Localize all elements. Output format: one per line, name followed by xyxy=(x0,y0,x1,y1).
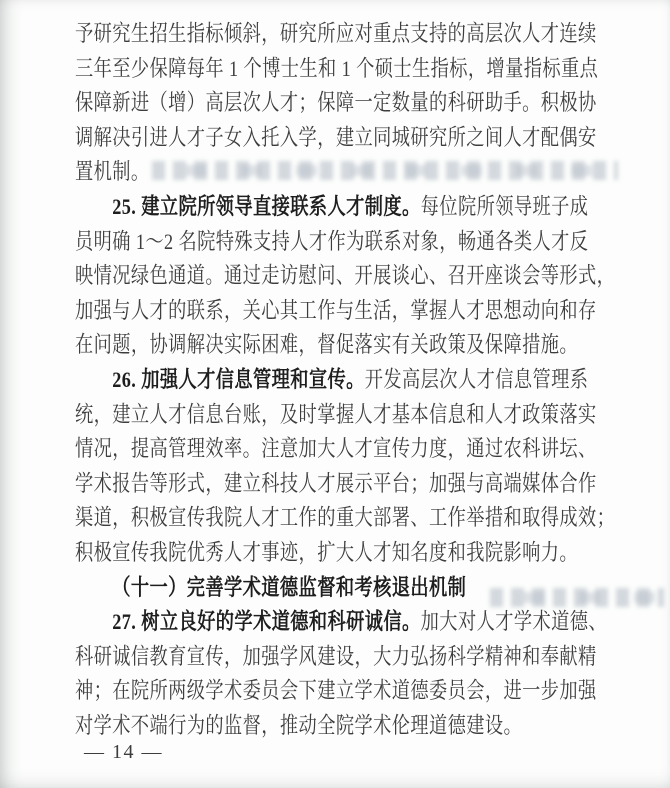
text-line xyxy=(75,709,523,744)
text-line xyxy=(75,501,616,536)
text-line xyxy=(75,605,607,640)
text-line xyxy=(75,328,579,363)
text-line xyxy=(75,52,599,87)
text-run: 学术报告等形式，建立科技人才展示平台；加强与高端媒体合作 xyxy=(75,470,597,496)
text-run: 员明确 1～2 名院特殊支持人才作为联系对象，畅通各类人才反 xyxy=(75,228,589,254)
text-run: 映情况绿色通道。通过走访慰问、开展谈心、召开座谈会等形式， xyxy=(75,263,616,289)
text-line xyxy=(75,121,597,156)
text-run: 开发高层次人才信息管理系 xyxy=(364,366,589,392)
text-run: 对学术不端行为的监督，推动全院学术伦理道德建设。 xyxy=(75,712,523,738)
text-run: 置机制。 xyxy=(75,159,150,185)
text-run: 保障新进（增）高层次人才；保障一定数量的科研助手。积极协 xyxy=(75,90,597,116)
text-run: 三年至少保障每年 1 个博士生和 1 个硕士生指标，增量指标重点 xyxy=(75,55,599,81)
text-run: 加强与人才的联系，关心其工作与生活，掌握人才思想动向和存 xyxy=(75,297,597,323)
text-line xyxy=(75,17,597,52)
text-run: 积极宣传我院优秀人才事迹，扩大人才知名度和我院影响力。 xyxy=(75,539,579,565)
text-line xyxy=(75,259,616,294)
text-line xyxy=(75,467,597,502)
text-run: 每位院所领导班子成 xyxy=(420,193,589,219)
text-run: 加大对人才学术道德、 xyxy=(420,609,607,635)
text-run: 渠道，积极宣传我院人才工作的重大部署、工作举措和取得成效； xyxy=(75,505,616,531)
text-line xyxy=(75,571,500,606)
heading-run: 27. 树立良好的学术道德和科研诚信。 xyxy=(112,609,421,635)
text-line xyxy=(75,190,589,225)
text-line xyxy=(75,86,597,121)
heading-run: （十一）完善学术道德监督和考核退出机制 xyxy=(112,574,467,600)
text-run: 调解决引进人才子女入托入学，建立同城研究所之间人才配偶安 xyxy=(75,124,597,150)
text-run: 在问题，协调解决实际困难，督促落实有关政策及保障措施。 xyxy=(75,332,579,358)
heading-run: 26. 加强人才信息管理和宣传。 xyxy=(112,366,365,392)
text-line xyxy=(75,155,500,190)
text-line xyxy=(75,294,597,329)
heading-run: 25. 建立院所领导直接联系人才制度。 xyxy=(112,193,421,219)
text-line xyxy=(75,225,589,260)
document-body xyxy=(75,17,616,743)
text-run: 神；在院所两级学术委员会下建立学术道德委员会，进一步加强 xyxy=(75,678,597,704)
text-line xyxy=(75,640,597,675)
text-line xyxy=(75,674,597,709)
text-line xyxy=(75,363,589,398)
text-line xyxy=(75,398,597,433)
text-run: 科研诚信教育宣传，加强学风建设，大力弘扬科学精神和奉献精 xyxy=(75,643,597,669)
text-line xyxy=(75,432,597,467)
text-run: 情况，提高管理效率。注意加大人才宣传力度，通过农科讲坛、 xyxy=(75,436,597,462)
text-run: 予研究生招生指标倾斜，研究所应对重点支持的高层次人才连续 xyxy=(75,21,597,46)
text-run: 统，建立人才信息台账，及时掌握人才基本信息和人才政策落实 xyxy=(75,401,597,427)
page-number: — 14 — xyxy=(84,741,163,763)
text-line xyxy=(75,536,579,571)
